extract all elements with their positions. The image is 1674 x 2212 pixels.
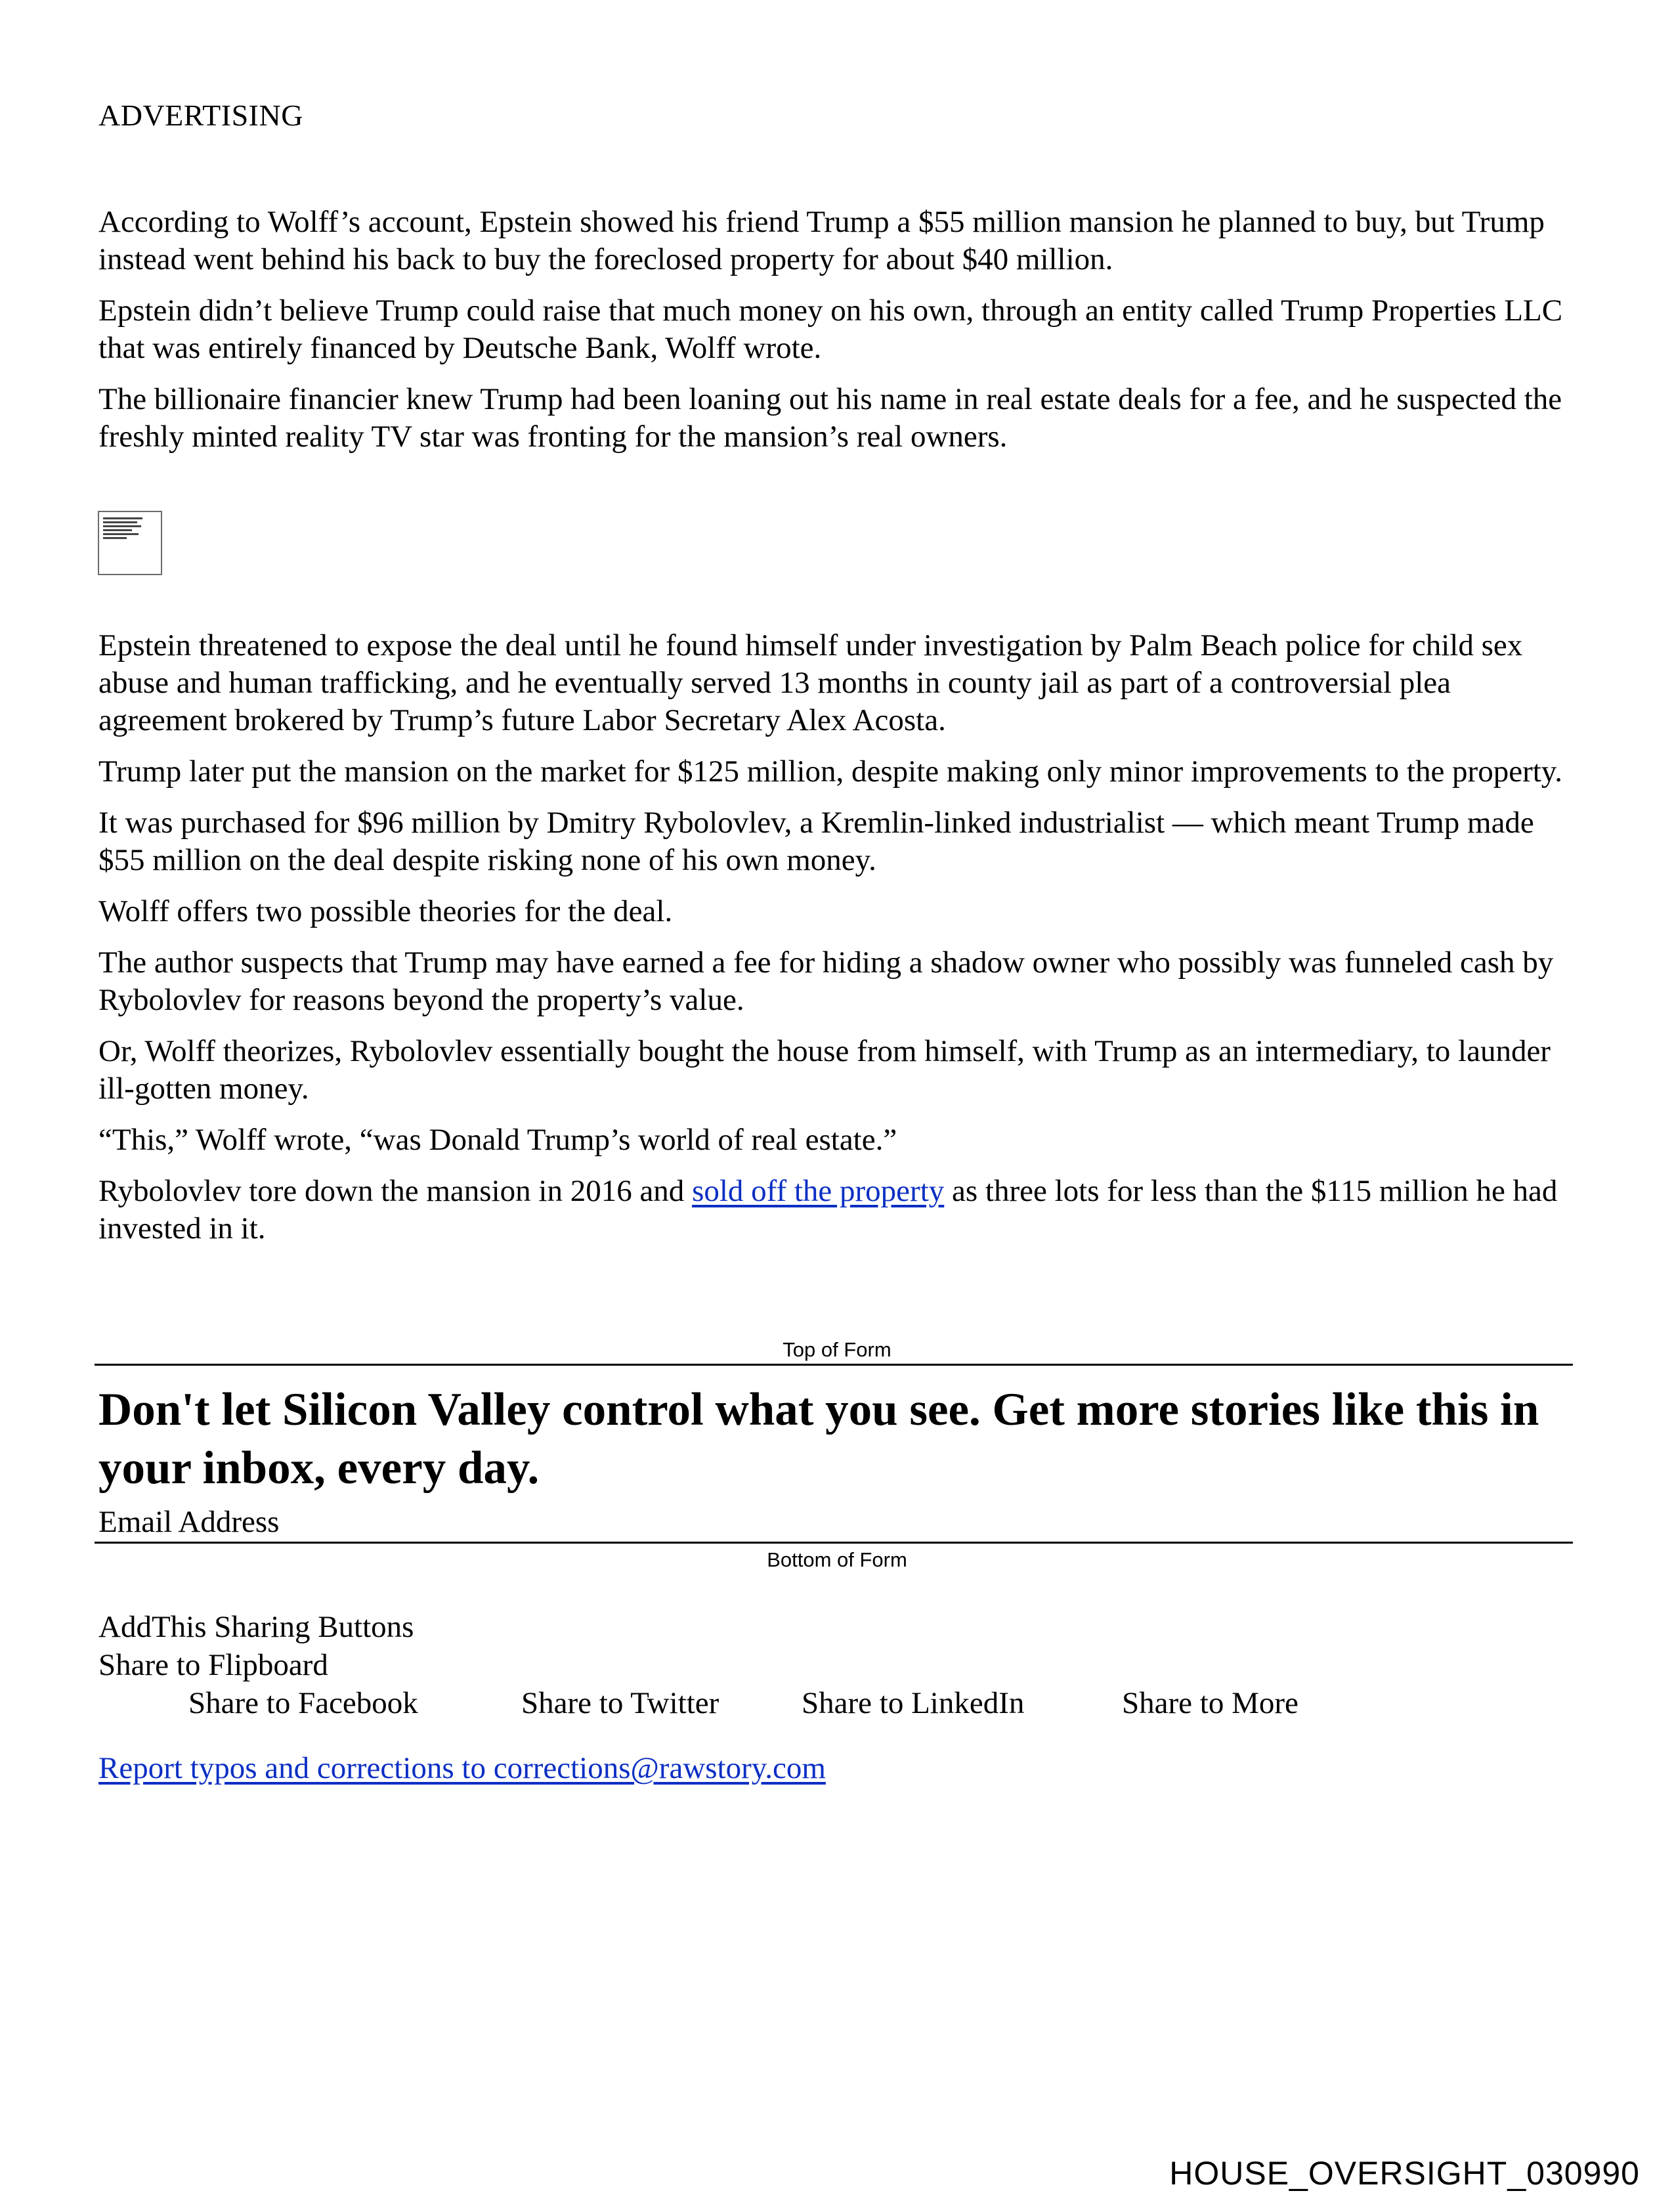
article-paragraph: “This,” Wolff wrote, “was Donald Trump’s world of real estate.” xyxy=(98,1123,897,1157)
paragraph-text: Rybolovlev tore down the mansion in 2016 and xyxy=(98,1174,693,1208)
advertising-label: ADVERTISING xyxy=(98,98,303,132)
report-corrections-link[interactable]: Report typos and corrections to corrections@rawstory.com xyxy=(98,1751,826,1785)
article-paragraph: Epstein threatened to expose the deal until he found himself under investigation by Palm Beach police for child sex abuse and human trafficking, and he eventually served 13 months in county jail as part of a controversial plea agreement brokered by Trump’s future Labor Secretary Alex Acosta. xyxy=(98,628,1523,737)
article-paragraph: Or, Wolff theorizes, Rybolovlev essentially bought the house from himself, with Trump as an intermediary, to launder ill-gotten money. xyxy=(98,1034,1551,1106)
share-more-button[interactable]: Share to More xyxy=(1122,1686,1298,1720)
embedded-image-thumbnail xyxy=(98,511,162,575)
article-body-bottom xyxy=(98,627,1569,1261)
form-bottom-rule xyxy=(95,1542,1573,1544)
bottom-of-form-label: Bottom of Form xyxy=(767,1548,907,1571)
paragraph-text: as three lots for less than the $115 million he had invested in it. xyxy=(98,1174,1558,1246)
share-twitter-button[interactable]: Share to Twitter xyxy=(521,1686,719,1720)
form-top-rule xyxy=(95,1364,1573,1366)
share-linkedin-button[interactable]: Share to LinkedIn xyxy=(802,1686,1025,1720)
email-address-field[interactable]: Email Address xyxy=(98,1505,280,1539)
article-paragraph: The billionaire financier knew Trump had been loaning out his name in real estate deals for a fee, and he suspected the freshly minted reality TV star was fronting for the mansion’s real owners. xyxy=(98,382,1562,454)
bates-number: HOUSE_OVERSIGHT_030990 xyxy=(1169,2155,1640,2192)
share-flipboard-button[interactable]: Share to Flipboard xyxy=(98,1648,328,1682)
share-facebook-button[interactable]: Share to Facebook xyxy=(188,1686,418,1720)
article-paragraph: The author suspects that Trump may have earned a fee for hiding a shadow owner who possibly was funneled cash by Rybolovlev for reasons beyond the property’s value. xyxy=(98,945,1554,1017)
article-body-top xyxy=(98,204,1569,469)
sold-off-property-link[interactable]: sold off the property xyxy=(692,1174,945,1208)
article-paragraph: Wolff offers two possible theories for the deal. xyxy=(98,894,673,928)
top-of-form-label: Top of Form xyxy=(783,1338,891,1361)
article-paragraph: Trump later put the mansion on the market for $125 million, despite making only minor improvements to the property. xyxy=(98,754,1562,789)
article-paragraph: It was purchased for $96 million by Dmitry Rybolovlev, a Kremlin-linked industrialist — which meant Trump made $55 million on the deal despite risking none of his own money. xyxy=(98,806,1534,877)
sharing-buttons-title: AddThis Sharing Buttons xyxy=(98,1610,414,1644)
article-paragraph: Epstein didn’t believe Trump could raise that much money on his own, through an entity called Trump Properties LLC that was entirely financed by Deutsche Bank, Wolff wrote. xyxy=(98,293,1563,365)
article-paragraph: According to Wolff’s account, Epstein showed his friend Trump a $55 million mansion he planned to buy, but Trump instead went behind his back to buy the foreclosed property for about $40 million. xyxy=(98,205,1545,276)
article-paragraph-last xyxy=(98,1173,1569,1247)
newsletter-cta-heading: Don't let Silicon Valley control what you see. Get more stories like this in your inbox, every day. xyxy=(98,1384,1539,1494)
